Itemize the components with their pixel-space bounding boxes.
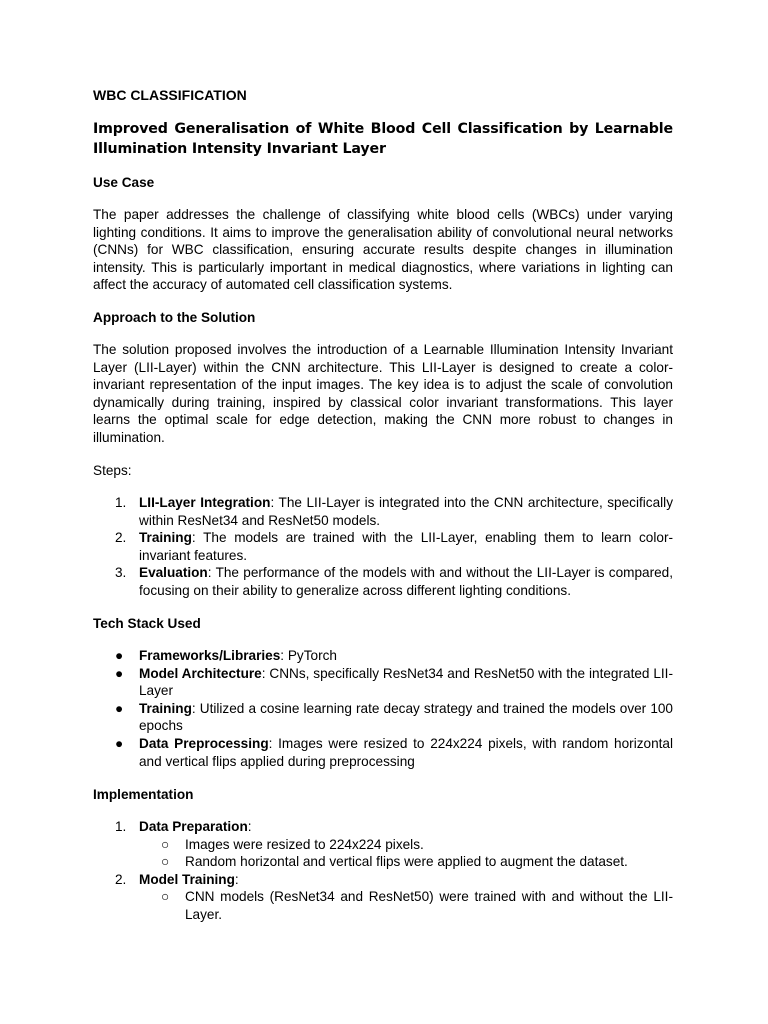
sub-list-item bbox=[139, 836, 673, 854]
list-text: : bbox=[247, 819, 252, 834]
sub-list-text: CNN models (ResNet34 and ResNet50) were trained with and without the LII-Layer. bbox=[185, 889, 673, 922]
bullet-icon: ● bbox=[115, 665, 124, 681]
approach-paragraph: The solution proposed involves the introduction of a Learnable Illumination Intensity Invariant Layer (LII-Layer) within the CNN architecture. This LII-Layer is designed to create a color-invariant representation of the input images. The key idea is to adjust the scale of convolution dynamically during training, inspired by classical color invariant transformations. This layer learns the optimal scale for edge detection, making the CNN more robust to changes in illumination. bbox=[93, 342, 673, 445]
steps-label: Steps: bbox=[93, 463, 132, 478]
document-title: WBC CLASSIFICATION bbox=[93, 87, 247, 103]
list-item bbox=[93, 494, 673, 529]
list-item bbox=[93, 818, 673, 871]
list-text: : Utilized a cosine learning rate decay strategy and trained the models over 100 epochs bbox=[139, 700, 673, 734]
list-number: 1. bbox=[115, 819, 127, 834]
bullet-icon: ● bbox=[115, 648, 124, 663]
use-case-heading: Use Case bbox=[93, 175, 155, 190]
sub-list bbox=[139, 836, 673, 871]
list-item bbox=[93, 700, 673, 735]
list-term: Frameworks/Libraries bbox=[139, 648, 281, 663]
sub-list-item bbox=[139, 853, 673, 871]
bullet-icon: ● bbox=[115, 700, 124, 716]
tech-stack-heading: Tech Stack Used bbox=[93, 616, 201, 631]
list-term: Training bbox=[139, 700, 192, 716]
list-item bbox=[93, 871, 673, 924]
circle-bullet-icon: ○ bbox=[161, 836, 170, 852]
list-number: 3. bbox=[115, 565, 127, 581]
list-item bbox=[93, 564, 673, 599]
list-item bbox=[93, 665, 673, 700]
circle-bullet-icon: ○ bbox=[161, 889, 170, 905]
implementation-list bbox=[93, 818, 673, 924]
list-term: Data Preprocessing bbox=[139, 735, 269, 751]
list-number: 2. bbox=[115, 871, 127, 887]
circle-bullet-icon: ○ bbox=[161, 854, 170, 870]
tech-stack-list bbox=[93, 647, 673, 770]
sub-list-text: Images were resized to 224x224 pixels. bbox=[185, 836, 424, 852]
list-text: : Images were resized to 224x224 pixels, with random horizontal and vertical flips applied during preprocessing bbox=[139, 735, 673, 769]
list-term: Evaluation bbox=[139, 565, 208, 581]
sub-list bbox=[139, 888, 673, 923]
paper-title: Improved Generalisation of White Blood Cell Classification by Learnable Illumination Intensity Invariant Layer bbox=[93, 121, 673, 157]
list-text: : The performance of the models with and without the LII-Layer is compared, focusing on their ability to generalize across different lighting conditions. bbox=[139, 565, 673, 598]
implementation-heading: Implementation bbox=[93, 787, 194, 802]
list-text: : The models are trained with the LII-Layer, enabling them to learn color-invariant features. bbox=[139, 530, 673, 563]
use-case-paragraph: The paper addresses the challenge of classifying white blood cells (WBCs) under varying lighting conditions. It aims to improve the generalisation ability of convolutional neural networks (CNNs) for WBC classification, ensuring accurate results despite changes in illumination intensity. This is particularly important in medical diagnostics, where variations in lighting can affect the accuracy of automated cell classification systems. bbox=[93, 207, 673, 293]
list-number: 2. bbox=[115, 530, 127, 546]
steps-list bbox=[93, 494, 673, 600]
list-item bbox=[93, 647, 673, 665]
list-item bbox=[93, 529, 673, 564]
list-term: Model Architecture bbox=[139, 665, 262, 681]
list-number: 1. bbox=[115, 495, 127, 510]
list-text: : CNNs, specifically ResNet34 and ResNet50 with the integrated LII-Layer bbox=[139, 665, 673, 699]
bullet-icon: ● bbox=[115, 735, 124, 751]
list-text: : bbox=[234, 871, 239, 887]
list-term: LII-Layer Integration bbox=[139, 495, 271, 510]
list-text: : PyTorch bbox=[280, 648, 337, 663]
list-term: Data Preparation bbox=[139, 819, 248, 834]
sub-list-item bbox=[139, 888, 673, 923]
list-term: Training bbox=[139, 530, 192, 546]
list-term: Model Training bbox=[139, 871, 235, 887]
approach-heading: Approach to the Solution bbox=[93, 310, 256, 325]
list-text: : The LII-Layer is integrated into the CNN architecture, specifically within ResNet34 and ResNet50 models. bbox=[139, 495, 673, 528]
list-item bbox=[93, 735, 673, 770]
sub-list-text: Random horizontal and vertical flips were applied to augment the dataset. bbox=[185, 854, 628, 870]
